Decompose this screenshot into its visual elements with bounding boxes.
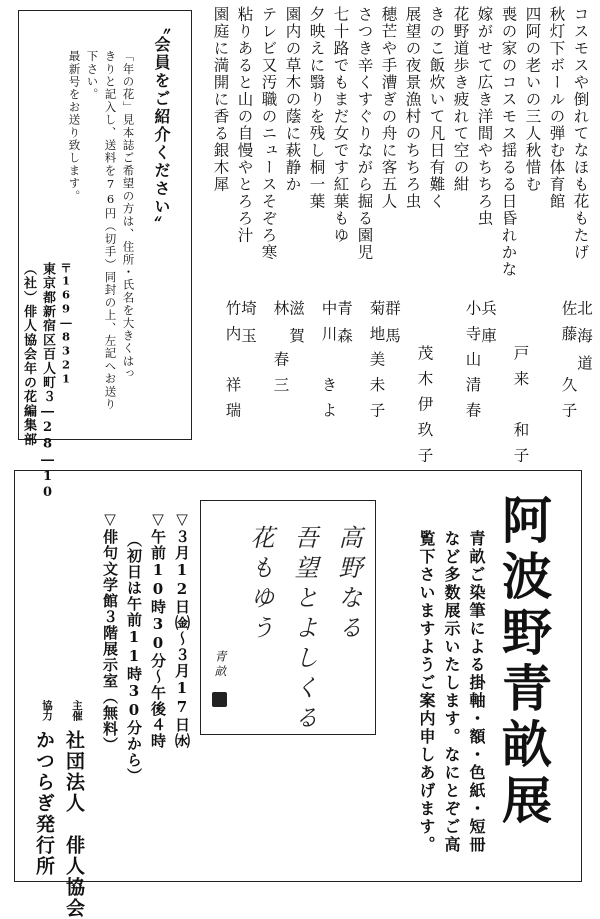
organizer-name: 社団法人 俳人協会	[63, 730, 85, 919]
exhibition-title: 阿波野青畝展	[494, 494, 553, 830]
haiku-line: 喪の家のコスモス揺るる日昏れかな	[499, 6, 518, 278]
member-referral-title: 〝会員をご紹介ください〟	[152, 18, 171, 234]
author-entry	[560, 300, 591, 428]
member-body-line: 最新号をお送り致します。	[67, 50, 82, 203]
haiku-line: 花野道歩き疲れて空の紺	[451, 6, 470, 193]
member-body-line: 下さい。	[85, 50, 100, 101]
calligraphy-text-line: 花もゆう	[246, 525, 274, 645]
cooperation-label: 協力	[41, 700, 53, 721]
exhibition-description-line: など多数展示いたします。なにとぞご高	[442, 530, 461, 854]
author-name: 竹内 祥瑞	[223, 300, 242, 428]
mailing-address: 東京都新宿区百人町３―28―10	[40, 262, 55, 502]
publisher-name: （社）俳人協会年の花編集部	[21, 262, 36, 447]
haiku-line: 穂芒や手漕ぎの舟に客五人	[379, 6, 398, 210]
exhibition-description-line: 覧下さいますようご案内申しあげます。	[417, 530, 436, 854]
haiku-line: さつき辛くすぐりながら掘る園児	[355, 6, 374, 261]
author-name: 佐藤 久子	[559, 300, 578, 428]
exhibition-description-line: 青畝ご染筆による掛軸・額・色紙・短冊	[467, 530, 486, 854]
author-place: 兵庫	[479, 300, 497, 355]
author-place: 青森	[335, 300, 353, 355]
haiku-line: 夕映えに翳りを残し桐一葉	[307, 6, 326, 210]
cooperation-name: かつらぎ発行所	[33, 730, 55, 877]
member-body-line: きりと記入し、送料を76円（切手）同封の上、左記へお送り	[103, 50, 118, 411]
exhibition-detail-line: （初日は午前11時30分から）	[125, 532, 143, 784]
haiku-line: 四阿の老いの三人秋惜む	[523, 6, 542, 193]
haiku-line: 展望の夜景漁村のちちろ虫	[403, 6, 422, 210]
haiku-line: きのこ飯炊いて凡日有難く	[427, 6, 446, 210]
haiku-line: 園内の草木の蔭に萩静か	[283, 6, 302, 193]
author-name: 中川 きよ	[319, 300, 338, 428]
exhibition-detail-line: ▽３月12日㈮～３月17日㈬	[173, 510, 191, 749]
haiku-line: 嫁がせて広き洋間やちちろ虫	[475, 6, 494, 227]
author-entry	[272, 300, 303, 402]
author-entry	[512, 345, 528, 473]
author-entry	[368, 300, 399, 428]
author-place: 埼玉	[239, 300, 257, 355]
author-entry	[320, 300, 351, 428]
author-name: 小寺山清春	[463, 300, 482, 428]
author-name: 戸来 和子	[511, 345, 530, 473]
author-place: 群馬	[383, 300, 401, 355]
author-name: 茂木伊玖子	[415, 345, 434, 473]
haiku-line: テレビ又汚職のニュースそぞろ寒	[259, 6, 278, 261]
haiku-line: 粘りあると山の自慢やとろろ汁	[235, 6, 254, 244]
author-name: 菊地美未子	[367, 300, 386, 428]
exhibition-detail-line: ▽午前10時30分～午後４時	[149, 510, 167, 749]
haiku-line: 七十路でもまだ女です紅葉もゆ	[331, 6, 350, 244]
member-body-line: 「年の花」見本誌ご希望の方は、住所・氏名を大きくはっ	[121, 50, 136, 381]
haiku-line: コスモスや倒れてなほも花もたげ	[571, 6, 590, 261]
haiku-line: 秋灯下ボールの弾む体育館	[547, 6, 566, 210]
calligraphy-text-line: 吾望とよしくる	[290, 525, 318, 735]
author-name: 林 春三	[271, 300, 290, 402]
haiku-line: 園庭に満開に香る銀木犀	[211, 6, 230, 193]
organizer-label: 主催	[71, 700, 83, 721]
exhibition-detail-line: ▽俳句文学館３階展示室（無料）	[101, 510, 119, 753]
calligraphy-signature: 青畝	[213, 650, 227, 680]
seal-stamp-icon	[212, 692, 227, 707]
author-entry	[416, 345, 432, 473]
author-place: 北海道	[575, 300, 593, 383]
author-entry	[464, 300, 495, 428]
calligraphy-text-line: 高野なる	[334, 525, 362, 645]
author-entry	[224, 300, 255, 428]
postal-code: 〒169―8321	[59, 262, 73, 386]
author-place: 滋賀	[287, 300, 305, 355]
